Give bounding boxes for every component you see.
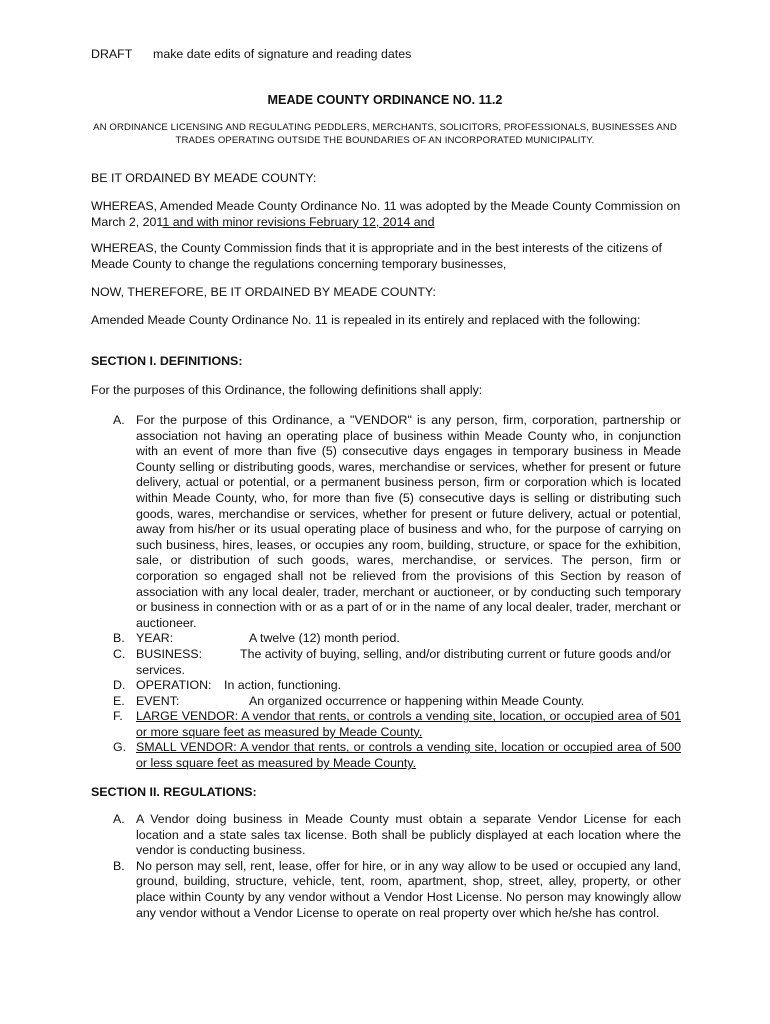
ordinance-title: MEADE COUNTY ORDINANCE NO. 11.2 <box>267 93 503 107</box>
definition-text: SMALL VENDOR: A vendor that rents, or controls a vending site, location or occupied area of 500 or less square feet as measured by Meade County. <box>136 740 681 771</box>
item-marker: G. <box>113 740 127 755</box>
regulation-text: A Vendor doing business in Meade County must obtain a separate Vendor License for each location and a state sales tax license. Both shall be publicly displayed at each location where the vendor is conducting business. <box>136 812 681 858</box>
item-marker: A. <box>113 812 125 826</box>
draft-note-line <box>91 47 411 61</box>
definition-text: The activity of buying, selling, and/or distributing current or future goods and/or services. <box>136 646 672 677</box>
definition-term: YEAR: <box>136 631 174 646</box>
item-marker: D. <box>113 678 126 693</box>
whereas-1-revision-text: 1 and with minor revisions February 12, 2014 and <box>162 214 435 229</box>
amended-statement: Amended Meade County Ordinance No. 11 is repealed in its entirely and replaced with the following: <box>91 313 641 327</box>
regulation-item-b <box>91 859 681 921</box>
definition-text: For the purpose of this Ordinance, a "VENDOR" is any person, firm, corporation, partnership or association not having an operating place of business within Meade County who, in conjunction with an event of more than five (5) consecutive days engages in temporary business in Meade County selling or distributing goods, wares, merchandise or services, whether for present or future delivery, actual or potential, or a permanent business person, firm or corporation which is located within Meade County, who, for more than five (5) consecutive days is selling or distributing such goods, wares, merchandise or services, whether for present or future delivery, actual or potential, away from his/her or its usual operating place of business and who, for the purpose of carrying on such business, hires, leases, or occupies any room, building, structure, or space for the exhibition, sale, or distribution of such goods, wares, merchandise, or services. The person, firm or corporation so engaged shall not be relieved from the provisions of this Section by reason of association with any local dealer, trader, merchant or auctioneer, or by conducting such temporary or business in connection with or as a part of or in the name of any local dealer, trader, merchant or auctioneer. <box>136 413 681 630</box>
item-marker: E. <box>113 693 125 708</box>
regulations-list <box>91 812 681 921</box>
whereas-1-text: WHEREAS, Amended Meade County Ordinance No. 11 was adopted by the Meade County Commission on March 2, 201 <box>91 199 681 229</box>
definition-item-d <box>91 678 681 694</box>
item-marker: B. <box>113 858 125 873</box>
section-2-heading: SECTION II. REGULATIONS: <box>91 785 257 799</box>
definition-item-b <box>91 631 681 647</box>
ordained-statement: BE IT ORDAINED BY MEADE COUNTY: <box>91 171 317 185</box>
section-1-heading: SECTION I. DEFINITIONS: <box>91 354 243 368</box>
draft-label: DRAFT <box>91 47 133 61</box>
regulation-text: No person may sell, rent, lease, offer for hire, or in any way allow to be used or occupied any land, ground, building, structure, vehicle, tent, room, apartment, shop, street, alley, property, or other place within County by any vendor without a Vendor Host License. No person may knowingly allow any vendor without a Vendor License to operate on real property over which he/she has control. <box>136 858 681 920</box>
definition-term: OPERATION: <box>136 678 212 693</box>
definition-text: In action, functioning. <box>224 678 342 693</box>
section-1-intro: For the purposes of this Ordinance, the following definitions shall apply: <box>91 383 483 397</box>
definition-text: LARGE VENDOR: A vendor that rents, or controls a vending site, location, or occupied area of 501 or more square feet as measured by Meade County. <box>136 709 681 739</box>
now-therefore-statement: NOW, THEREFORE, BE IT ORDAINED BY MEADE COUNTY: <box>91 285 436 299</box>
definition-term: BUSINESS: <box>136 646 203 661</box>
whereas-paragraph-1 <box>91 199 681 230</box>
ordinance-subtitle: AN ORDINANCE LICENSING AND REGULATING PEDDLERS, MERCHANTS, SOLICITORS, PROFESSIONALS, BUSINESSES AND TRADES OPERATING OUTSIDE THE BOUNDARIES OF AN INCORPORATED MUNICIPALITY. <box>93 122 677 146</box>
definition-item-e <box>91 694 681 710</box>
draft-note: make date edits of signature and reading dates <box>153 47 412 61</box>
item-marker: B. <box>113 631 125 646</box>
whereas-paragraph-2: WHEREAS, the County Commission finds that it is appropriate and in the best interests of the citizens of Meade County to change the regulations concerning temporary businesses, <box>91 241 662 271</box>
item-marker: C. <box>113 646 126 661</box>
regulation-item-a <box>91 812 681 859</box>
definition-text: A twelve (12) month period. <box>249 631 400 646</box>
definition-text: An organized occurrence or happening within Meade County. <box>249 693 585 708</box>
definition-item-g <box>91 740 681 771</box>
definition-item-f <box>91 709 681 740</box>
item-marker: F. <box>113 709 123 724</box>
item-marker: A. <box>113 413 125 427</box>
definition-item-a <box>91 413 681 631</box>
definitions-list <box>91 413 681 772</box>
definition-item-c <box>91 647 681 678</box>
definition-term: EVENT: <box>136 693 180 708</box>
